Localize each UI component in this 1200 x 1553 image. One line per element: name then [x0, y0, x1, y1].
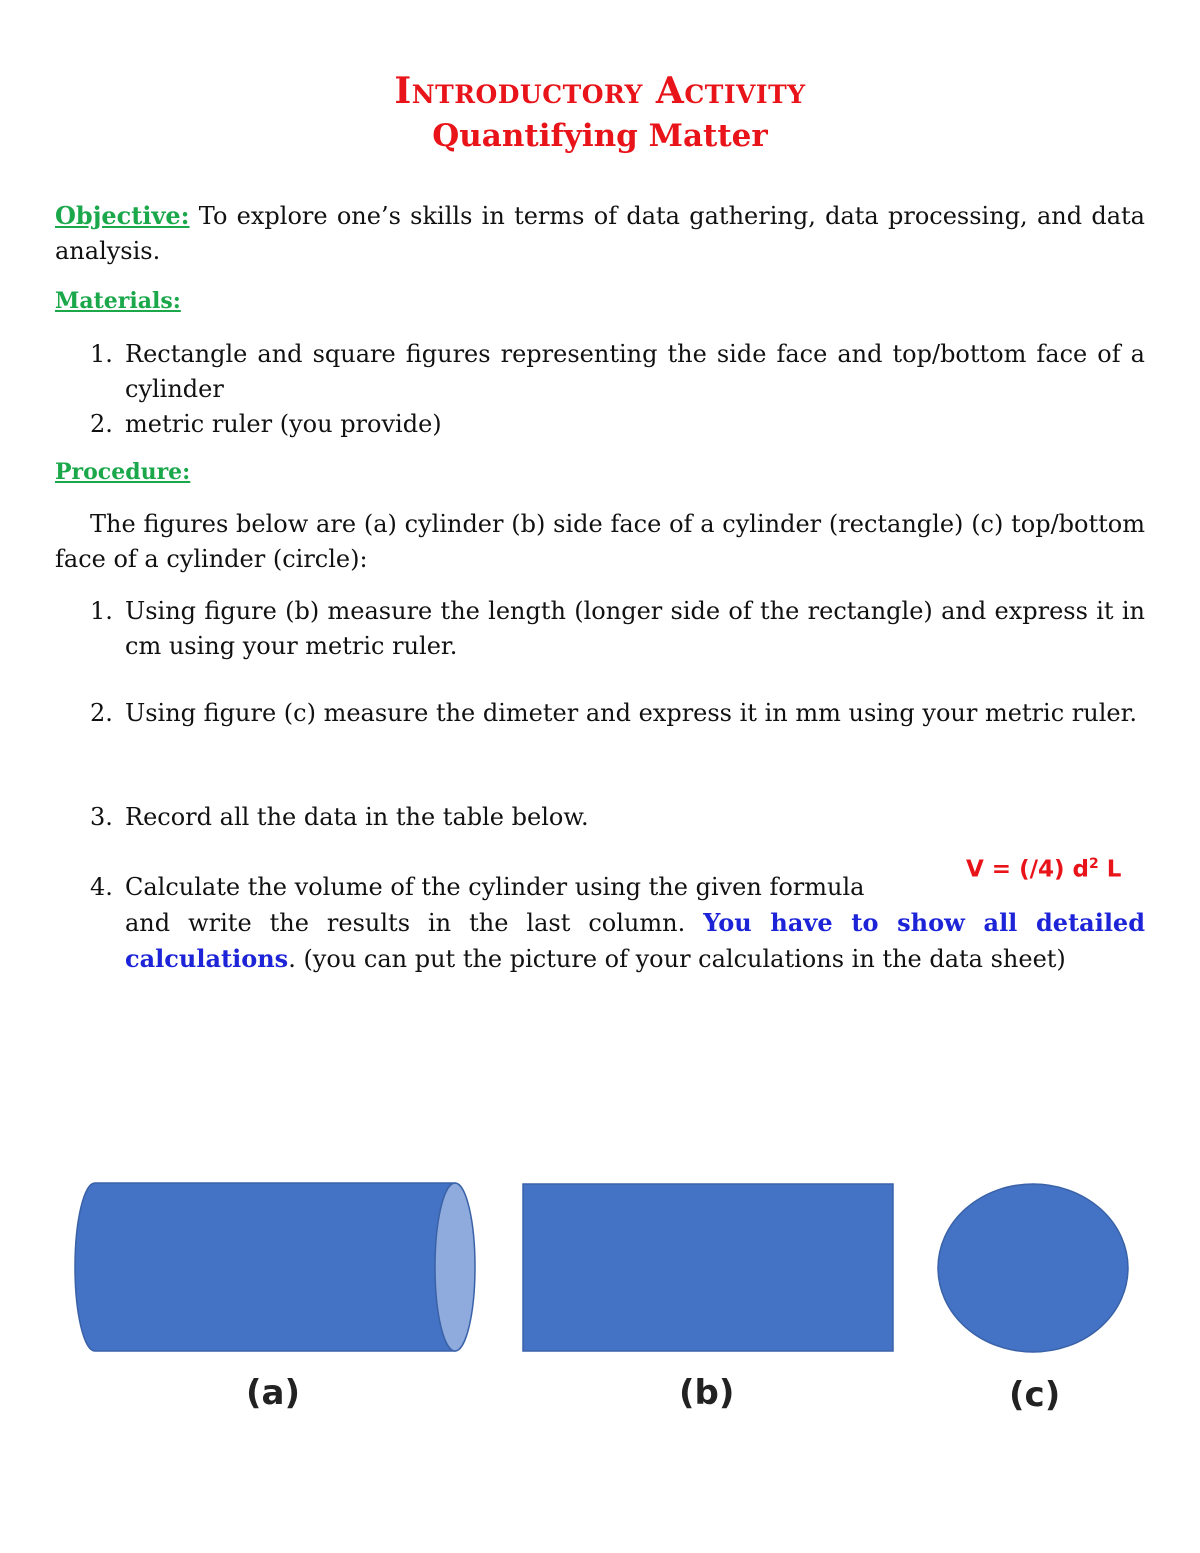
procedure-intro: The figures below are (a) cylinder (b) side face of a cylinder (rectangle) (c) top/bottom face of a cylinder (circle):: [55, 510, 1145, 573]
procedure-step-number: 1.: [90, 597, 113, 625]
formula-main: V = (/4) d: [966, 856, 1089, 883]
objective-label: Objective:: [55, 201, 190, 230]
circle-top-face: [938, 1184, 1128, 1352]
cylinder-end-face: [435, 1183, 475, 1351]
materials-item-text: metric ruler (you provide): [125, 410, 442, 438]
page-title: Introductory Activity: [394, 70, 806, 112]
procedure-label: Procedure:: [55, 459, 191, 485]
materials-item-text: Rectangle and square figures representing the side face and top/bottom face of a cylinder: [125, 340, 1145, 403]
formula-exponent: 2: [1089, 856, 1099, 872]
objective-text: To explore one’s skills in terms of data gathering, data processing, and data analysis.: [55, 202, 1145, 265]
materials-item-number: 2.: [90, 410, 113, 438]
formula-tail: L: [1098, 856, 1122, 883]
procedure-step-number: 4.: [90, 873, 113, 901]
procedure-step-text: and write the results in the last column.: [125, 909, 686, 937]
page-subtitle: Quantifying Matter: [432, 118, 768, 154]
rectangle-side-face: [523, 1184, 893, 1351]
procedure-step-text: . (you can put the picture of your calculations in the data sheet): [288, 945, 1066, 973]
procedure-step-number: 3.: [90, 803, 113, 831]
figure-label-c: (c): [1009, 1375, 1061, 1415]
figure-label-b: (b): [679, 1373, 735, 1413]
procedure-step-text: Record all the data in the table below.: [125, 803, 589, 831]
procedure-step-text: Using figure (c) measure the dimeter and express it in mm using your metric ruler.: [125, 699, 1138, 727]
materials-item-number: 1.: [90, 340, 113, 368]
cylinder-body: [75, 1183, 455, 1351]
cylinder-figure: [75, 1183, 475, 1351]
procedure-step-number: 2.: [90, 699, 113, 727]
procedure-step-text: Using figure (b) measure the length (longer side of the rectangle) and express it in cm using your metric ruler.: [125, 597, 1145, 660]
procedure-step-text: Calculate the volume of the cylinder using the given formula: [125, 873, 865, 901]
materials-label: Materials:: [55, 288, 181, 314]
emphasis-text: You have to show all detailed calculations: [125, 908, 1145, 973]
figure-label-a: (a): [246, 1373, 301, 1413]
